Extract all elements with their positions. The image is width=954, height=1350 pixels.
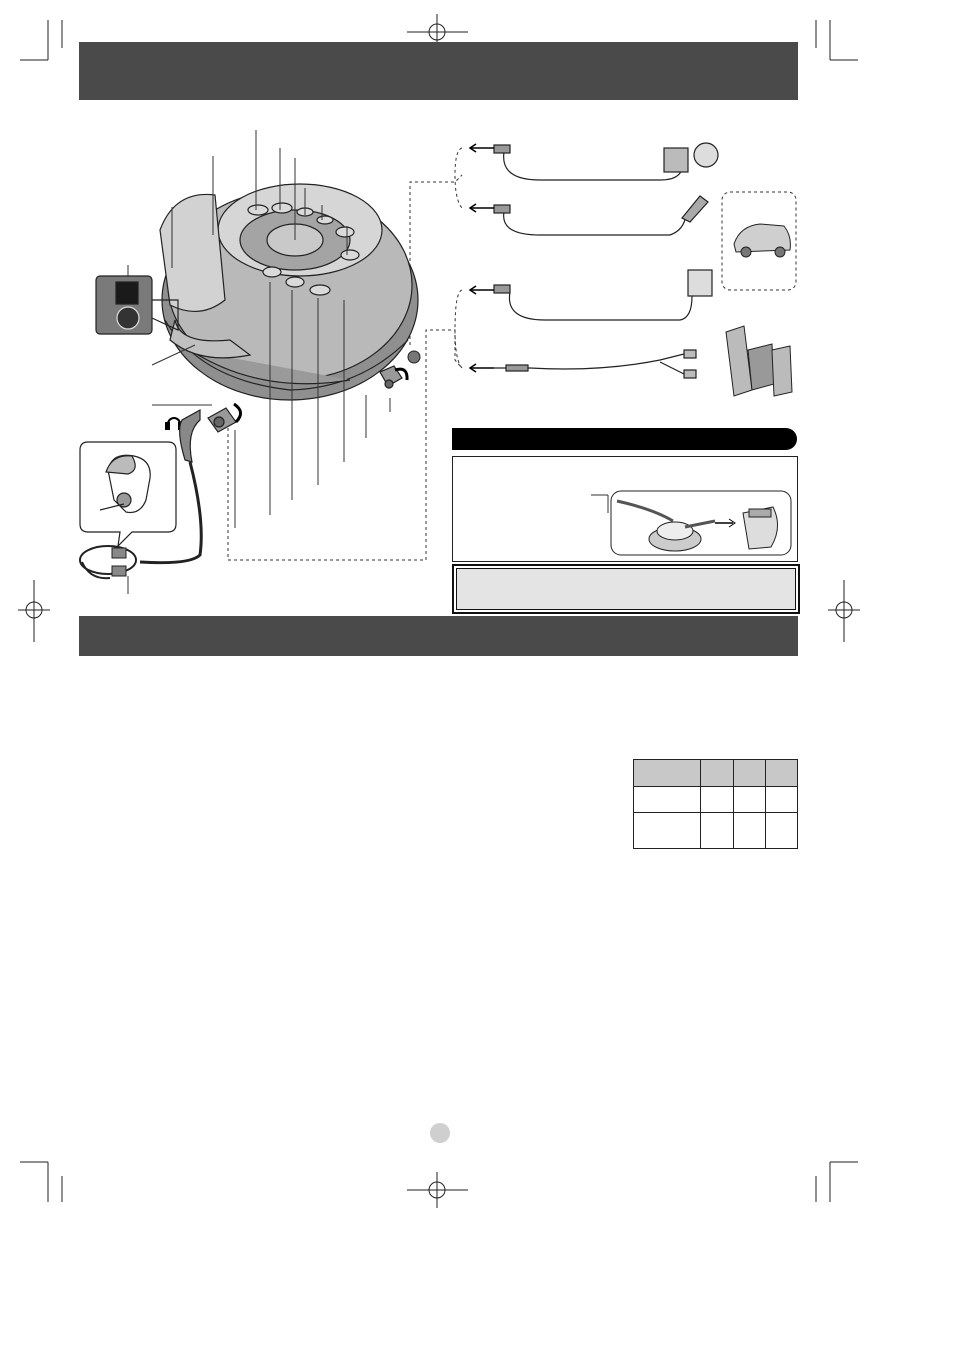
spec-table	[633, 759, 798, 849]
cd-player	[160, 184, 418, 432]
caution-note-box	[452, 564, 800, 614]
table-cell	[734, 760, 766, 787]
headphones	[80, 546, 136, 578]
car-icon	[734, 224, 790, 257]
table-cell	[701, 813, 734, 849]
table-cell	[734, 787, 766, 813]
page-number-dot	[430, 1123, 450, 1143]
table-cell	[766, 760, 798, 787]
table-row	[634, 813, 798, 849]
car-adaptor	[494, 196, 708, 235]
table-cell	[701, 760, 734, 787]
left-arrow-icon	[470, 144, 494, 372]
cassette-adaptor	[494, 270, 712, 320]
ac-adaptor	[494, 143, 718, 180]
table-cell	[634, 760, 701, 787]
table-cell	[766, 813, 798, 849]
accessory-note-box	[452, 456, 798, 562]
table-cell	[734, 813, 766, 849]
table-cell	[701, 787, 734, 813]
table-cell	[634, 813, 701, 849]
table-cell	[766, 787, 798, 813]
section-title-bar	[452, 428, 797, 450]
listener-bubble	[80, 442, 176, 546]
stereo-system-icon	[726, 326, 792, 396]
table-header-row	[634, 760, 798, 787]
table-cell	[634, 787, 701, 813]
strap-illustration	[453, 457, 797, 561]
stereo-cable	[494, 350, 696, 378]
table-row	[634, 787, 798, 813]
